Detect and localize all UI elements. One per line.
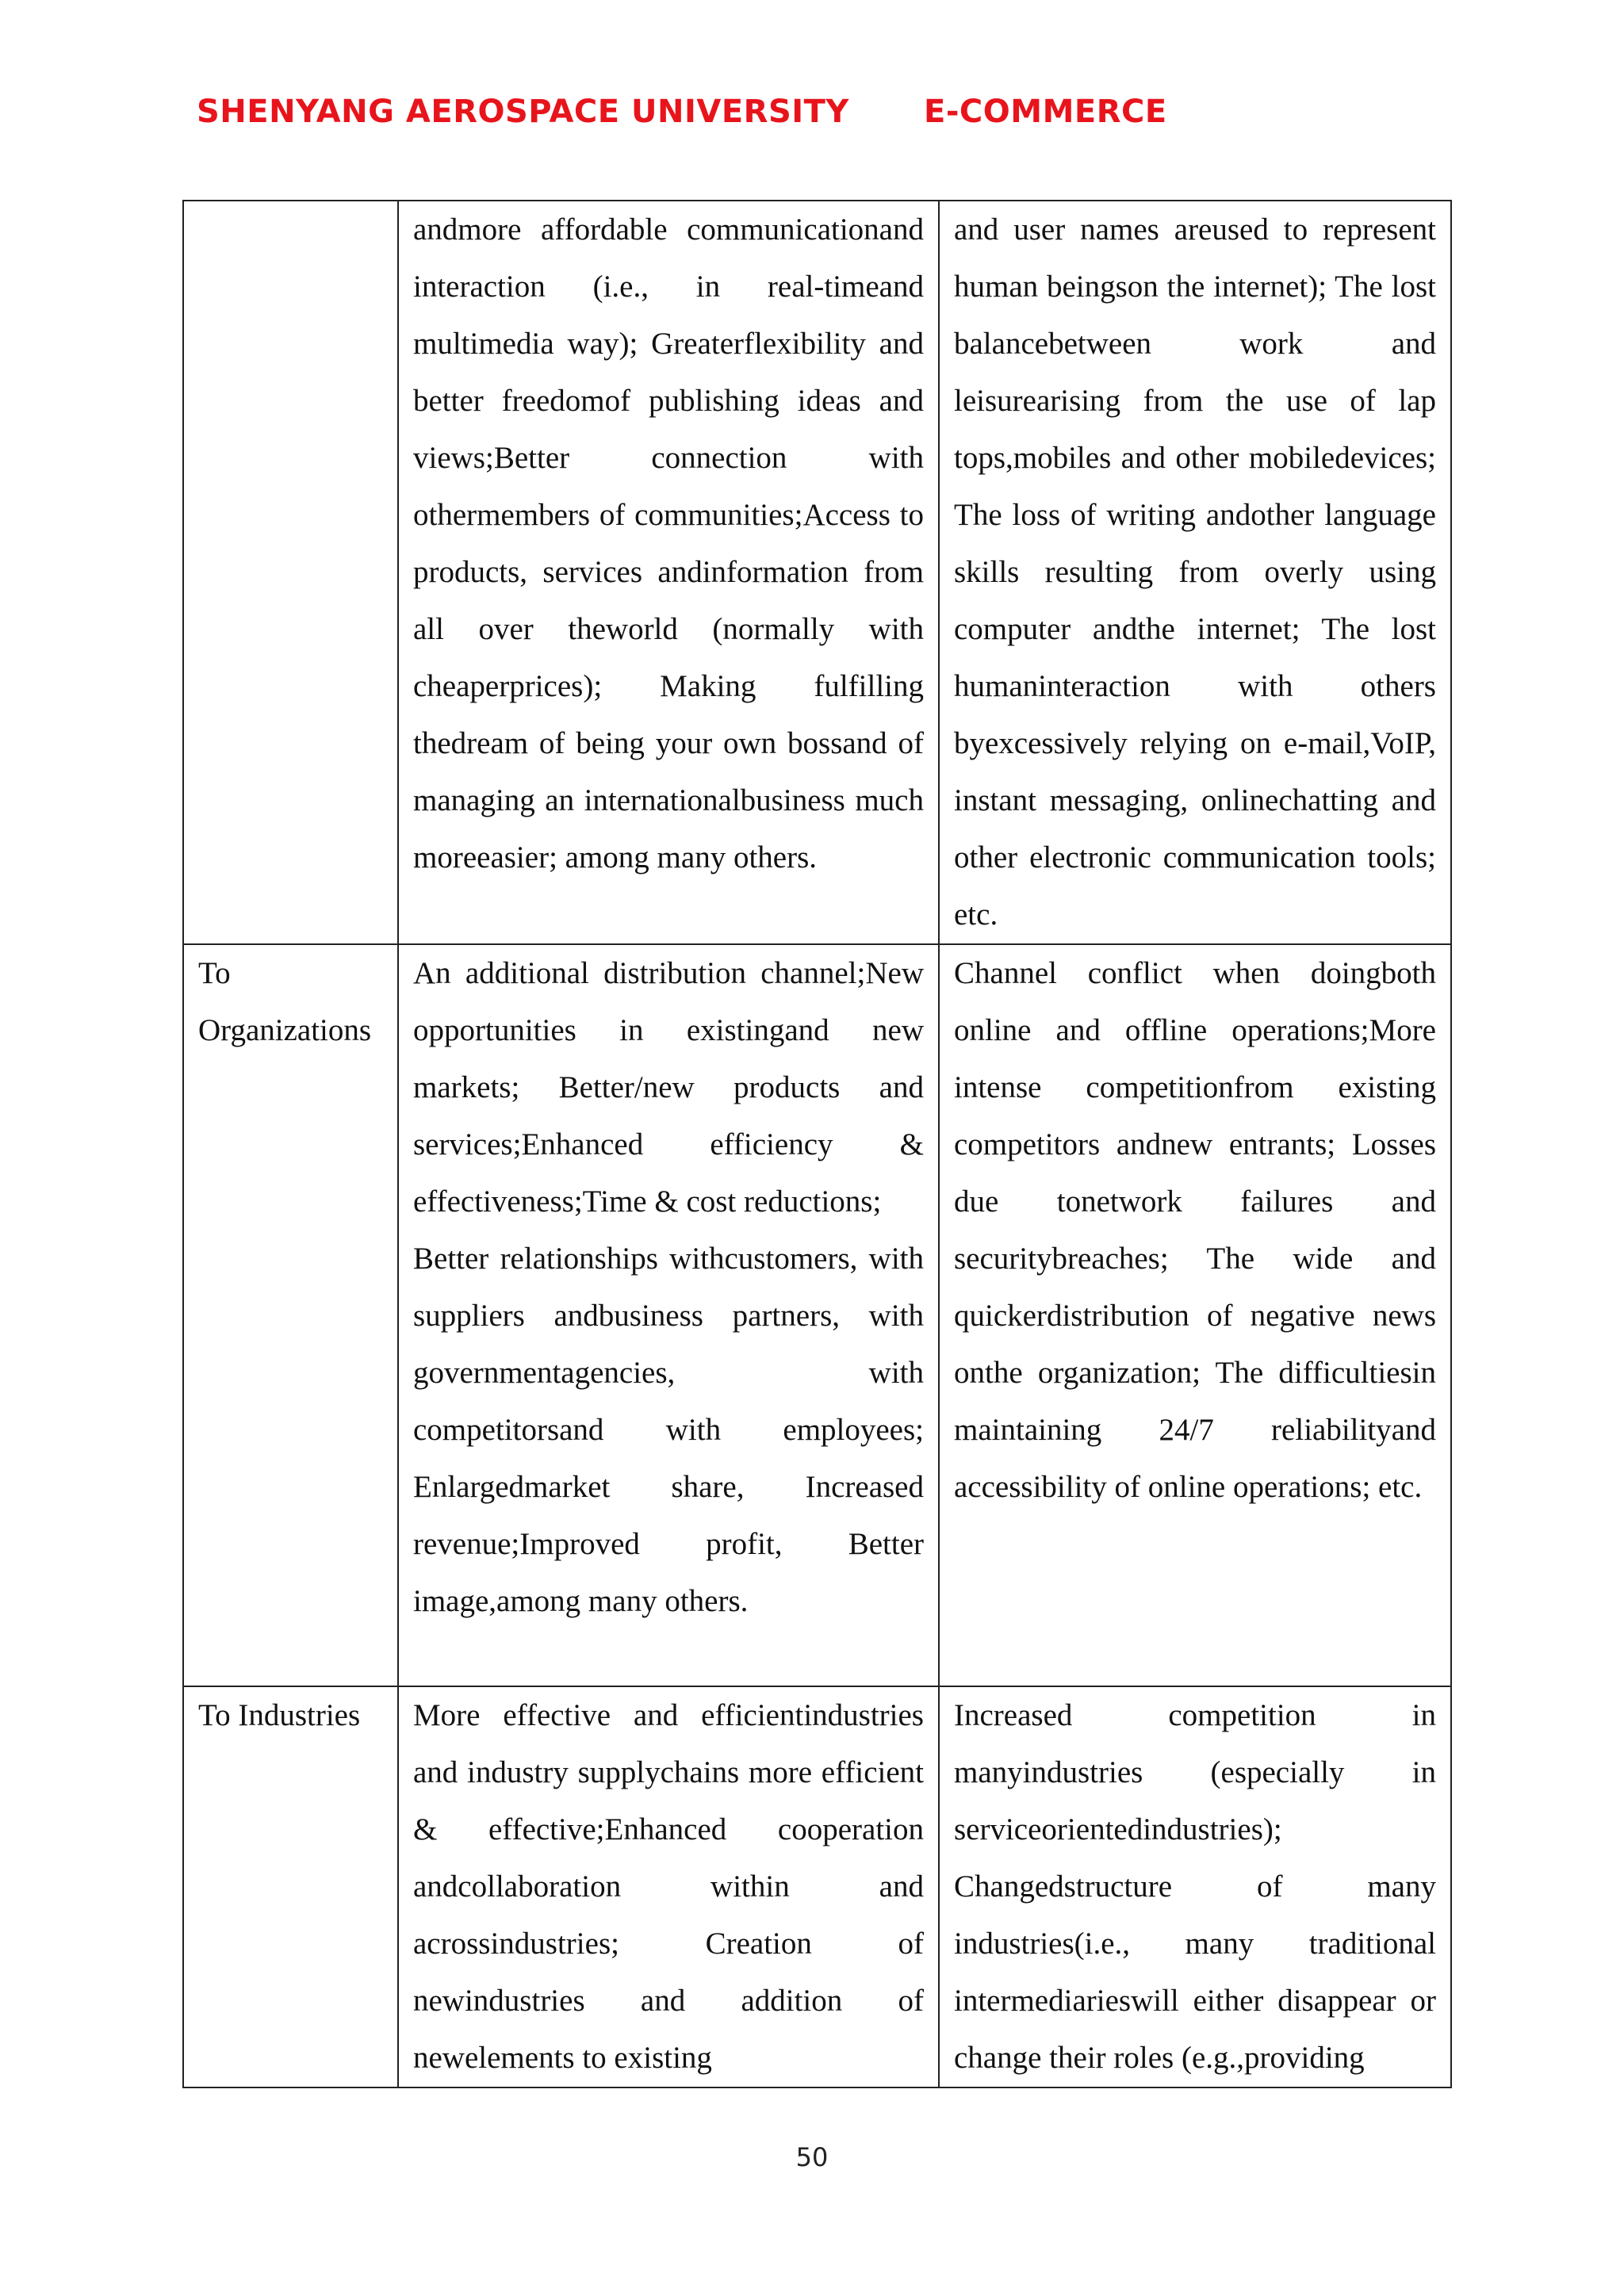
limitations-cell: and user names areused to represent human beingson the internet); The lost balancebetween work and leisurearising from the use of lap tops,mobiles and other mobiledevices; The loss of writing andother language skills resulting from overly using computer andthe internet; The lost humaninteraction with others byexcessively relying on e-mail,VoIP, instant messaging, onlinechatting and other electronic communication tools; etc. — [939, 201, 1451, 944]
row-label: To Industries — [183, 1686, 398, 2087]
limitations-cell: Channel conflict when doingboth online and offline operations;More intense competitionfrom existing competitors andnew entrants; Losses due tonetwork failures and securitybreaches; The wide and quickerdistribution of negative news onthe organization; The difficultiesin maintaining 24/7 reliabilityand accessibility of online operations; etc. — [939, 944, 1451, 1686]
header-university: SHENYANG AEROSPACE UNIVERSITY — [197, 94, 849, 130]
table-row — [183, 944, 1451, 1686]
benefits-paragraph: Better relationships withcustomers, with suppliers andbusiness partners, with governmentagencies, with competitorsand with employees; Enlargedmarket share, Increased revenue;Improved profit, Better image,among many others. — [413, 1242, 924, 1618]
benefits-cell: andmore affordable communicationand interaction (i.e., in real-timeand multimedia way); Greaterflexibility and better freedomof publishing ideas and views;Better connection with othermembers of communities;Access to products, services andinformation from all over theworld (normally with cheaperprices); Making fulfilling thedream of being your own bossand of managing an internationalbusiness much moreeasier; among many others. — [398, 201, 939, 944]
benefits-paragraph: An additional distribution channel;New opportunities in existingand new markets; Better/new products and services;Enhanced efficiency & effectiveness;Time & cost reductions; — [413, 956, 924, 1219]
row-label: To Organizations — [183, 944, 398, 1686]
benefits-cell: More effective and efficientindustries and industry supplychains more efficient & effective;Enhanced cooperation andcollaboration within and acrossindustries; Creation of newindustries and addition of newelements to existing — [398, 1686, 939, 2087]
table-row — [183, 201, 1451, 944]
header-course: E-COMMERCE — [924, 94, 1167, 130]
comparison-table — [182, 200, 1452, 2088]
row-label — [183, 201, 398, 944]
benefits-cell — [398, 944, 939, 1686]
page-number: 50 — [795, 2142, 829, 2172]
limitations-cell: Increased competition in manyindustries (especially in serviceorientedindustries); Changedstructure of many industries(i.e., many traditional intermediarieswill either disappear or change their roles (e.g.,providing — [939, 1686, 1451, 2087]
table-row — [183, 1686, 1451, 2087]
